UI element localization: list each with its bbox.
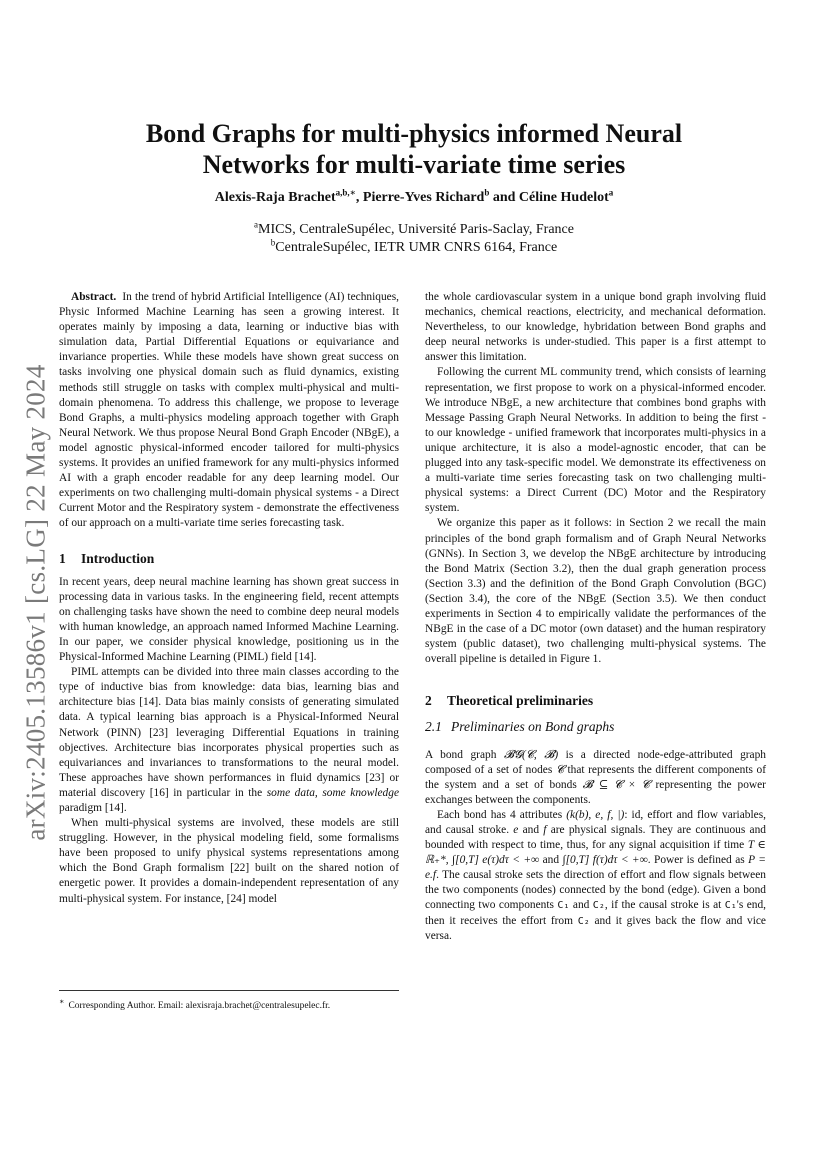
p7-text-c: and [518, 824, 544, 836]
p7-text-h: and [569, 899, 593, 912]
footnote-mark: ∗ [59, 997, 65, 1006]
p7-math-integral-e: T ∈ ℝ₊*, ∫[0,T] e(τ)dτ < +∞ [425, 839, 766, 867]
intro-paragraph-3-continued: the whole cardiovascular system in a unique bond graph involving fluid mechanics, chemical reactions, electricity, and mechanical deformation. Nevertheless, to our knowledge, hybridation between Bond graphs and deep neural networks is under-studied. This paper is a first attempt to answer this limitation. [425, 291, 766, 364]
author-3-affil: a [608, 187, 614, 198]
p6-math-bg: 𝓑𝓖(𝓒, 𝓑) [503, 748, 559, 761]
intro-paragraph-3: When multi-physical systems are involved, these models are still struggling. However, in the physical modeling field, some formalisms have been proposed to unify physical systems representations among which the Bond Graph formalism [22] built on the shared notion of energetic power. It provides a domain-independent representation of any multi-physical system. For instance, [24] model [59, 817, 399, 905]
intro-paragraph-2-emphasis: some data, some knowledge [266, 786, 399, 799]
p7-text-g: . The causal stroke sets the direction of effort and flow signals between the two components (nodes) connected by the bond (edge). Given a bond connecting two components [425, 869, 766, 912]
affiliation-a-text: MICS, CentraleSupélec, Université Paris-Saclay, France [258, 222, 574, 237]
author-1: Alexis-Raja Brachet [214, 190, 336, 205]
left-column [59, 290, 399, 907]
intro-paragraph-2 [59, 665, 399, 816]
arxiv-stamp-text: arXiv:2405.13586v1 [cs.LG] 22 May 2024 [20, 363, 51, 841]
p7-component-c1-b: C₁ [724, 900, 737, 912]
author-sep-1: , [355, 190, 363, 205]
section-2-number: 2 [425, 693, 432, 709]
footnote-rule [59, 990, 399, 991]
author-3: Céline Hudelot [518, 190, 609, 205]
title-line-1: Bond Graphs for multi-physics informed Neural [145, 119, 683, 148]
author-sep-2: and [489, 190, 519, 205]
section-2-heading [425, 693, 766, 708]
intro-paragraph-2-text: PIML attempts can be divided into three main classes according to the type of inductive bias from knowledge: data bias, learning bias and architecture bias [14]. Data bias mainly consists of generating simulated data. A typical learning bias approach is a Physical-Informed Neural Network (PINN) [23] leveraging Differential Equations in training objectives. Architecture bias incorporates physical properties such as equivariances and invariances to transformations to the neural model. These approaches have shown performances in fluid dynamics [23] or material discovery [16] in particular in the [59, 666, 399, 799]
affiliations [60, 221, 768, 257]
p7-component-c1: C₁ [557, 900, 570, 912]
p7-text-j: 's end, then it receives the effort from [425, 899, 766, 927]
p7-math-integral-f: ∫[0,T] f(τ)dτ < +∞ [562, 854, 648, 867]
affiliation-b-mark: b [270, 237, 276, 248]
abstract-label: Abstract. [71, 291, 117, 303]
p7-text-e: and [539, 854, 563, 867]
p7-math-attrs: (k(b), e, f, |) [566, 808, 625, 821]
paper-title [60, 118, 768, 180]
p6-text-a: A bond graph [425, 748, 504, 761]
title-line-2: Networks for multi-variate time series [202, 150, 626, 179]
p7-component-c2-b: C₂ [577, 915, 590, 927]
section-2-title: Theoretical preliminaries [447, 693, 594, 709]
section-1-title: Introduction [81, 550, 155, 566]
p7-text-i: , if the causal stroke is at [604, 899, 725, 912]
affiliation-b-text: CentraleSupélec, IETR UMR CNRS 6164, France [275, 240, 558, 255]
p7-text-a: Each bond has 4 attributes [437, 808, 567, 821]
intro-paragraph-2-end: paradigm [14]. [59, 802, 127, 814]
affiliation-a [60, 221, 768, 239]
p6-math-b-subset: 𝓑 ⊆ 𝓒 × 𝓒 [582, 778, 650, 791]
section-1-number: 1 [59, 550, 66, 566]
section-1-heading [59, 551, 399, 566]
footnote [59, 996, 399, 1012]
author-list [60, 187, 768, 206]
p6-text-c: that represents the different components of the system and a set of bonds [425, 763, 766, 791]
section-2-1-number: 2.1 [425, 719, 442, 735]
author-2-affil: b [484, 187, 490, 198]
p6-text-b: is a directed node-edge-attributed graph composed of a set of nodes [425, 748, 767, 776]
p7-text-f: . Power is defined as [647, 854, 749, 867]
p7-math-e: e [513, 824, 519, 836]
p6-text-d: representing the power exchanges between the components. [425, 778, 766, 806]
intro-paragraph-1: In recent years, deep neural machine learning has shown great success in processing data in various tasks. In the engineering field, recent attempts on challenging tasks have shown the need to combine deep neural models with human knowledge, an approach named Informed Machine Learning. In our paper, we consider physical knowledge, positioning us in the Physical-Informed Machine Learning (PIML) field [14]. [59, 575, 399, 664]
author-2: Pierre-Yves Richard [362, 190, 485, 205]
p7-math-f: f [543, 824, 547, 836]
abstract [59, 290, 399, 532]
p7-text-b: : id, effort and flow variables, and causal stroke. [425, 808, 766, 836]
section-2-1-title: Preliminaries on Bond graphs [451, 719, 615, 735]
p7-component-c2: C₂ [592, 900, 605, 912]
author-1-affil: a,b,∗ [335, 187, 356, 198]
p7-math-power: P = e.f [425, 854, 766, 882]
p6-math-c: 𝓒 [555, 763, 564, 776]
affiliation-b [60, 239, 768, 257]
abstract-text: In the trend of hybrid Artificial Intelligence (AI) techniques, Physic Informed Machine Learning has seen a growing interest. It operates mainly by imposing a data, learning or inductive bias with simulation data, Partial Differential Equations or equivariance and invariance properties. While these models have shown great success on tasks involving one physical domain such as fluid dynamics, existing methods still struggle on tasks with complex multi-physical and multi-domain phenomena. To address this challenge, we propose to leverage Bond Graphs, a multi-physics modeling approach together with Graph Neural Network. We thus propose Neural Bond Graph Encoder (NBgE), a model agnostic physical-informed encoder tailored for multi-physics systems. It provides an unified framework for any multi-physics informed AI with a graph encoder readable for any deep learning model. Our experiments on two challenging multi-domain physical systems - a Direct Current Motor and the Respiratory system - demonstrate the effectiveness of our approach on a multi-variate time series forecasting task. [59, 291, 399, 530]
p7-text-k: and it gives back the flow and vice versa. [425, 914, 766, 942]
right-column [425, 290, 766, 944]
footnote-text: Corresponding Author. Email: alexisraja.brachet@centralesupelec.fr. [68, 1001, 331, 1012]
intro-paragraph-5: We organize this paper as it follows: in Section 2 we recall the main principles of the bond graph formalism and of Graph Neural Networks (GNNs). In Section 3, we develop the NBgE architecture by introducing the Bond Matrix (Section 3.2), then the dual graph generation process (Section 3.3) and the definition of the Bond Graph Convolution (BGC) (Section 3.4), the core of the NBgE (Section 3.5). We then conduct experiments in Section 4 to empirically validate the performances of the NBgE in the case of a DC motor (own dataset) and the human respiratory system (public dataset), two challenging multi-physical systems. The overall pipeline is detailed in Figure 1. [425, 517, 766, 666]
bond-graph-paragraph-1 [425, 748, 766, 808]
section-2-1-heading [425, 719, 766, 734]
p7-text-d: are physical signals. They are continuous and bounded with respect to time, thus, for any signal acquisition if time [425, 824, 766, 852]
arxiv-stamp [8, 357, 64, 847]
bond-graph-paragraph-2 [425, 808, 766, 944]
affiliation-a-mark: a [254, 219, 259, 230]
intro-paragraph-4: Following the current ML community trend, which consists of learning representation, we first propose to work on a physical-informed encoder. We introduce NBgE, a new architecture that combines bond graphs with Message Passing Graph Neural Networks. In addition to being the first - to our knowledge - unified framework that incorporates multi-physics in a unique architecture, it is also a model-agnostic encoder, that can be plugged into any task-specific model. We demonstrate its effectiveness on a multi-variate time series forecasting task on two challenging multi-physical systems: a Direct Current (DC) Motor and the Respiratory system. [425, 366, 766, 515]
